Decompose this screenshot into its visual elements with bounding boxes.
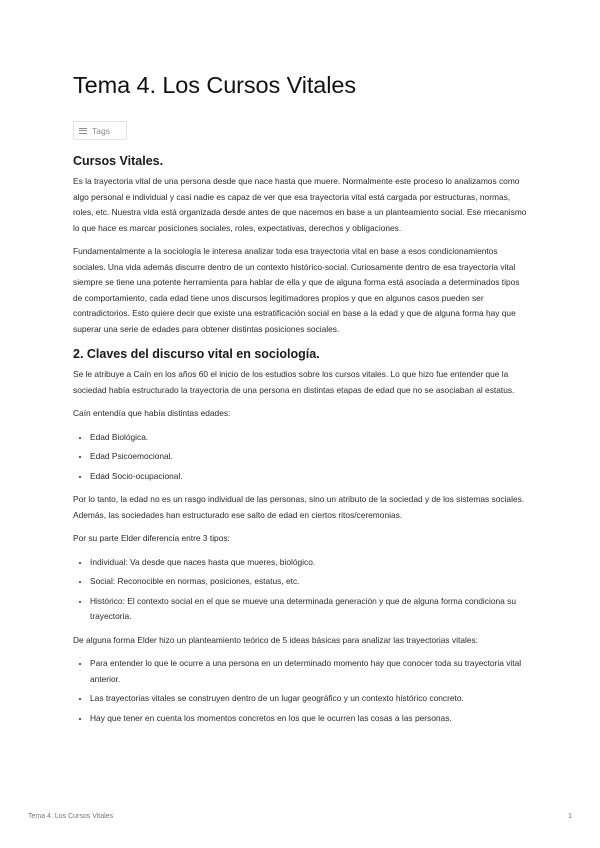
paragraph: Fundamentalmente a la sociología le interesa analizar toda esa trayectoria vital en base a esos condicionamientos sociales. Una vida además discurre dentro de un contexto histórico-social. Curiosamente dentro de esa trayectoria vital siempre se tiene una potente herramienta para hablar de ella y que de alguna forma está asociada a determinados tipos de comportamiento, cada edad tiene unos discursos legitimadores propios y que en algunos casos pueden ser contradictorios. Esto quiere decir que existe una estratificación social en base a la edad y que de alguna forma hay que superar una serie de edades para obtener distintas posiciones sociales. bbox=[73, 246, 520, 334]
list-item: • Edad Socio-ocupacional. bbox=[90, 469, 528, 485]
list-item: • Para entender lo que le ocurre a una persona en un determinado momento hay que conocer toda su trayectoria vital anterior. bbox=[90, 656, 528, 687]
list-item: • Edad Biológica. bbox=[90, 430, 528, 446]
paragraph: Por lo tanto, la edad no es un rasgo individual de las personas, sino un atributo de la sociedad y de los sistemas sociales. Además, las sociedades han estructurado ese salto de edad en ciertos ritos/ceremonias. bbox=[73, 494, 525, 520]
paragraph: Es la trayectoria vital de una persona desde que nace hasta que muere. Normalmente este proceso lo analizamos como algo personal e individual y casi nadie es capaz de ver que esa trayectoria vital está cargada por estructuras, normas, roles, etc. Nuestra vida está organizada desde antes de que nacemos en base a un planteamiento social. Ese mecanismo lo que hace es marcar posiciones sociales, roles, expectativas, derechos y obligaciones. bbox=[73, 176, 527, 233]
list-item: • Edad Psicoemocional. bbox=[90, 449, 528, 465]
paragraph: Caín entendía que había distintas edades: bbox=[73, 408, 231, 418]
page-title: Tema 4. Los Cursos Vitales bbox=[73, 72, 357, 98]
list-item: • Social: Reconocible en normas, posiciones, estatus, etc. bbox=[90, 574, 528, 590]
footer-title: Tema 4. Los Cursos Vitales bbox=[28, 813, 114, 820]
ages-list bbox=[73, 430, 528, 485]
list-item: • Hay que tener en cuenta los momentos concretos en los que le ocurren las cosas a las personas. bbox=[90, 711, 528, 727]
elder-types-list bbox=[73, 555, 528, 625]
list-item: • Las trayectorias vitales se construyen dentro de un lugar geográfico y un contexto histórico concreto. bbox=[90, 691, 528, 707]
paragraph: Por su parte Elder diferencia entre 3 tipos: bbox=[73, 533, 230, 543]
elder-ideas-list bbox=[73, 656, 528, 726]
section-heading-cursos-vitales: Cursos Vitales. bbox=[73, 154, 164, 168]
tags-label: Tags bbox=[92, 125, 110, 136]
section-heading-claves: 2. Claves del discurso vital en sociología. bbox=[73, 347, 320, 361]
paragraph: De alguna forma Elder hizo un planteamiento teórico de 5 ideas básicas para analizar las trayectorias vitales: bbox=[73, 634, 479, 645]
list-item: • Histórico: El contexto social en el que se mueve una determinada generación y que de alguna forma condiciona su trayectoria. bbox=[90, 594, 528, 625]
document-body bbox=[73, 154, 528, 734]
paragraph: Se le atribuye a Caín en los años 60 el inicio de los estudios sobre los cursos vitales. Lo que hizo fue entender que la sociedad había estructurado la trayectoria de una persona en distintas etapas de edad que no se asociaban al estatus. bbox=[73, 369, 515, 395]
page-number: 1 bbox=[568, 813, 572, 820]
tags-property[interactable] bbox=[73, 121, 127, 140]
list-item: • Individual: Va desde que naces hasta que mueres, biológico. bbox=[90, 555, 528, 571]
list-icon bbox=[79, 126, 87, 135]
